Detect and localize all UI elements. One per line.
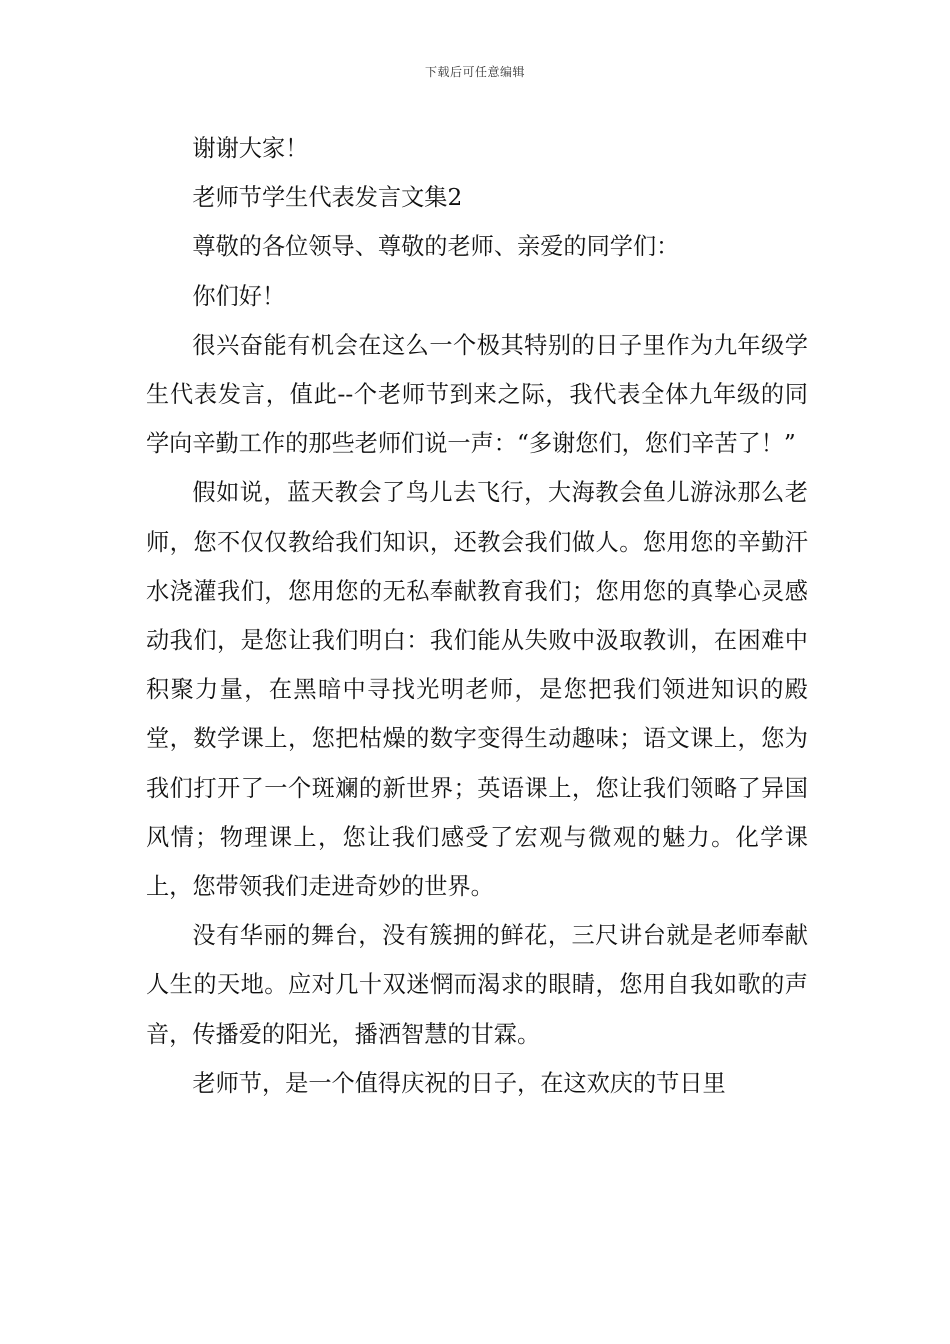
paragraph-closing-thanks: 谢谢大家！ — [192, 135, 309, 162]
paragraph-teachers-day: 老师节，是一个值得庆祝的日子，在这欢庆的节日里 — [192, 1069, 726, 1097]
paragraph-greeting: 你们好！ — [192, 282, 286, 310]
paragraph-teacher-gratitude: 假如说，蓝天教会了鸟儿去飞行，大海教会鱼儿游泳那么老师，您不仅仅教给我们知识，还教会我们做人。您用您的辛勤汗水浇灌我们，您用您的无私奉献教育我们；您用您的真挚心灵感动我们，是您让我们明白：我们能从失败中汲取教训，在困难中积聚力量，在黑暗中寻找光明老师，是您把我们领进知识的殿堂，数学课上，您把枯燥的数字变得生动趣味；语文课上，您为我们打开了一个斑斓的新世界；英语课上，您让我们领略了异国风情；物理课上，您让我们感受了宏观与微观的魅力。化学课上，您带领我们走进奇妙的世界。 — [146, 479, 808, 901]
paragraph-opening: 很兴奋能有机会在这么一个极其特别的日子里作为九年级学生代表发言，值此--个老师节到来之际，我代表全体九年级的同学向辛勤工作的那些老师们说一声：“多谢您们，您们辛苦了！” — [146, 331, 808, 458]
page-header-note: 下载后可任意编辑 — [424, 65, 525, 79]
paragraph-teacher-dedication: 没有华丽的舞台，没有簇拥的鲜花，三尺讲台就是老师奉献人生的天地。应对几十双迷惘而渴求的眼睛，您用自我如歌的声音，传播爱的阳光，播洒智慧的甘霖。 — [146, 922, 808, 1048]
paragraph-section-title: 老师节学生代表发言文集2 — [192, 184, 463, 212]
document-body — [146, 124, 808, 1108]
paragraph-salutation: 尊敬的各位领导、尊敬的老师、亲爱的同学们： — [192, 233, 680, 261]
